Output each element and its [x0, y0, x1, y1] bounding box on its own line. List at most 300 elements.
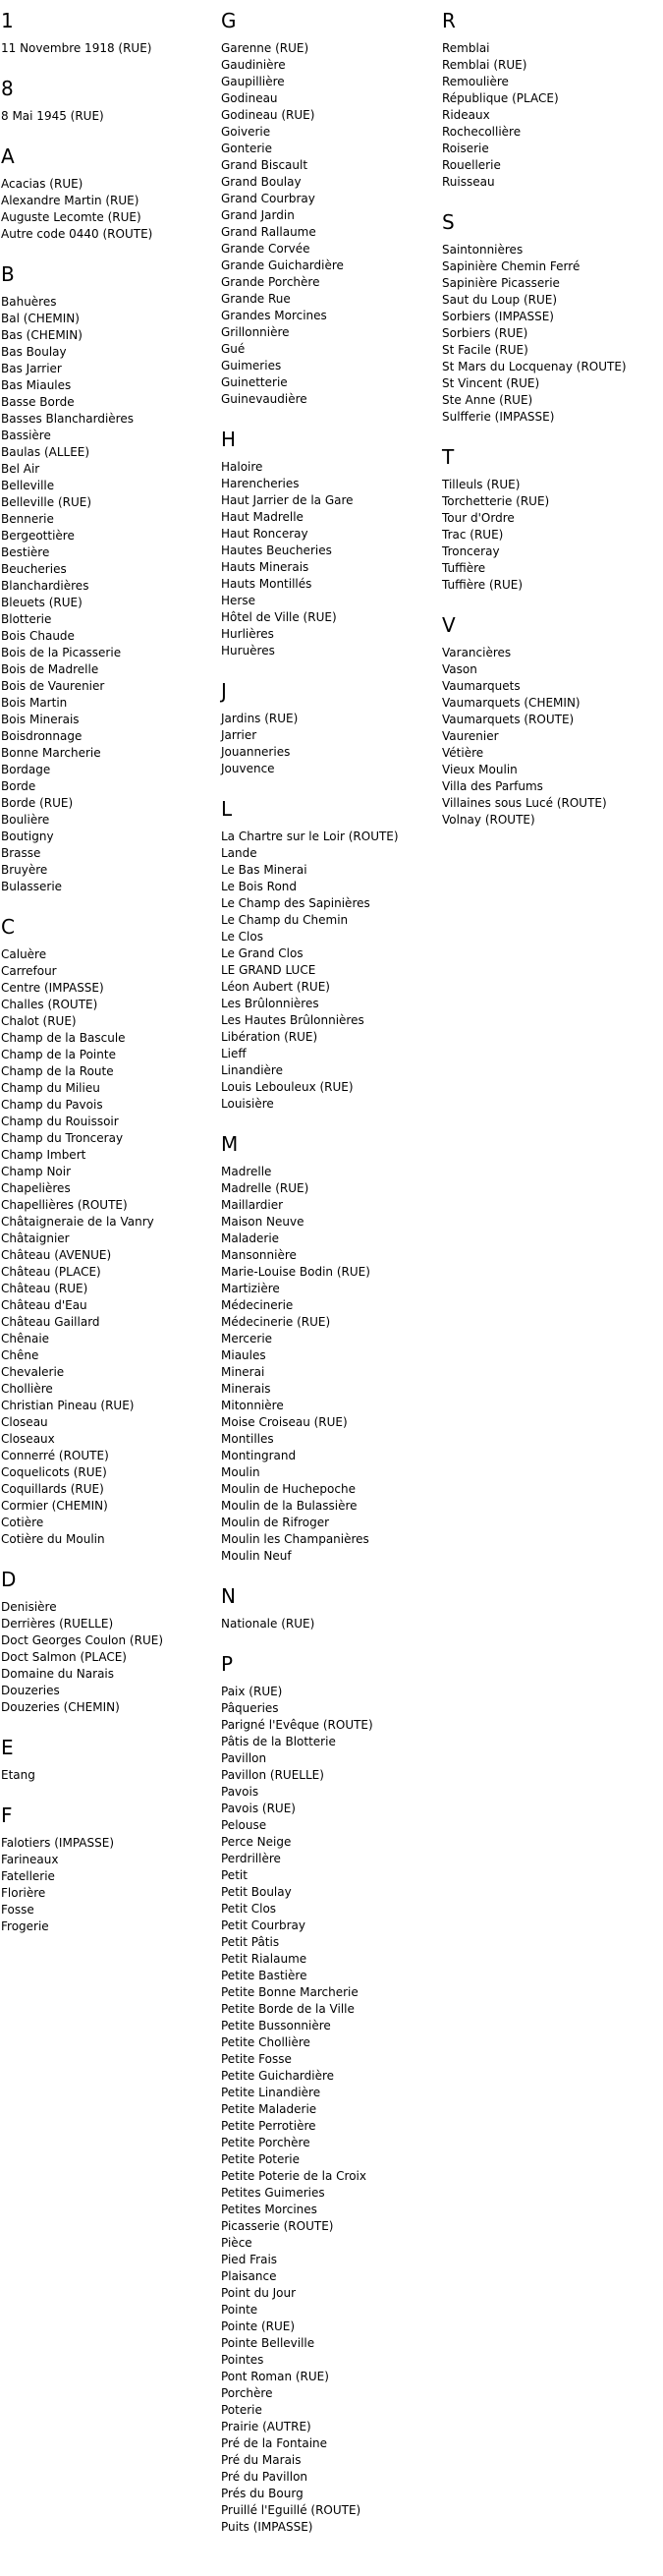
- street-name: Champ Noir: [1, 1165, 72, 1178]
- street-name: Château Gaillard: [1, 1315, 100, 1329]
- street-name: Marie-Louise Bodin (RUE): [221, 1265, 370, 1279]
- section-letter-heading: 1: [1, 9, 14, 32]
- street-name: Boutigny: [1, 830, 54, 843]
- street-name: Etang: [1, 1768, 35, 1782]
- street-name: 8 Mai 1945 (RUE): [1, 109, 104, 123]
- street-name: Hauts Minerais: [221, 560, 309, 574]
- street-name: Chapellières (ROUTE): [1, 1198, 128, 1212]
- street-name: Carrefour: [1, 964, 57, 978]
- street-name: Jouvence: [221, 762, 275, 775]
- street-name: Grandes Morcines: [221, 309, 327, 322]
- section-letter-heading: R: [442, 9, 456, 32]
- street-name: Perdrillère: [221, 1852, 281, 1865]
- street-name: Champ Imbert: [1, 1148, 86, 1162]
- street-name: Jouanneries: [221, 745, 291, 759]
- street-name: Coquelicots (RUE): [1, 1465, 107, 1479]
- street-name: Sapinière Picasserie: [442, 276, 560, 290]
- index-section: [221, 679, 437, 777]
- index-section: [1, 77, 217, 125]
- street-name: La Chartre sur le Loir (ROUTE): [221, 830, 399, 843]
- index-section: [1, 1736, 217, 1784]
- street-name: Louis Lebouleux (RUE): [221, 1080, 354, 1094]
- index-column-3: [442, 9, 663, 848]
- street-name: Bas Miaules: [1, 378, 72, 392]
- street-name: Guinevaudière: [221, 392, 307, 406]
- street-name: Vaumarquets: [442, 679, 521, 693]
- index-section: [221, 1584, 437, 1632]
- street-name: Lieff: [221, 1047, 247, 1060]
- street-name: Chêne: [1, 1348, 39, 1362]
- street-name: Pâqueries: [221, 1701, 279, 1715]
- street-name: Chênaie: [1, 1332, 50, 1345]
- street-name: Château (RUE): [1, 1282, 88, 1295]
- street-name: Champ du Rouissoir: [1, 1115, 119, 1128]
- street-name: Blanchardières: [1, 579, 89, 593]
- street-name: Petites Morcines: [221, 2203, 317, 2216]
- street-name: Petit Boulay: [221, 1885, 292, 1899]
- street-name: Roiserie: [442, 142, 489, 155]
- street-name: Champ de la Pointe: [1, 1048, 116, 1061]
- street-name: Petite Chollière: [221, 2035, 310, 2049]
- section-letter-heading: C: [1, 915, 15, 939]
- street-name: Gaudinière: [221, 58, 286, 72]
- street-name: Borde: [1, 779, 36, 793]
- street-name: Prés du Bourg: [221, 2487, 304, 2500]
- index-section: [221, 9, 437, 408]
- street-name: Saintonnières: [442, 243, 524, 257]
- street-name: Les Brûlonnières: [221, 997, 319, 1010]
- street-name: Bergeottière: [1, 529, 75, 543]
- street-name: Petit Clos: [221, 1902, 277, 1916]
- street-name: Petite Linandière: [221, 2086, 321, 2099]
- street-name: Jardins (RUE): [221, 712, 299, 725]
- street-name: Grand Boulay: [221, 175, 302, 189]
- street-name: Prairie (AUTRE): [221, 2420, 311, 2433]
- street-name: République (PLACE): [442, 91, 559, 105]
- street-name: Mercerie: [221, 1332, 273, 1345]
- street-name: Guinetterie: [221, 375, 288, 389]
- street-name: Le Bas Minerai: [221, 863, 307, 877]
- street-name: Petit Pâtis: [221, 1935, 280, 1949]
- index-section: [1, 1568, 217, 1716]
- street-name: Domaine du Narais: [1, 1667, 115, 1681]
- street-name: Frogerie: [1, 1919, 49, 1933]
- street-name: Plaisance: [221, 2269, 277, 2283]
- street-name: Villa des Parfums: [442, 779, 543, 793]
- street-name: Bennerie: [1, 512, 54, 526]
- street-name: Tronceray: [442, 544, 500, 558]
- street-name: Hautes Beucheries: [221, 544, 332, 557]
- street-name: Rochecollière: [442, 125, 522, 139]
- street-name: Boisdronnage: [1, 729, 83, 743]
- street-name: Doct Salmon (PLACE): [1, 1650, 127, 1664]
- street-name: Porchère: [221, 2386, 273, 2400]
- street-name: Pavillon (RUELLE): [221, 1768, 324, 1782]
- street-name: Harencheries: [221, 477, 300, 490]
- street-name: Gué: [221, 342, 246, 356]
- street-name: Léon Aubert (RUE): [221, 980, 330, 994]
- street-name: Bas Boulay: [1, 345, 67, 359]
- street-name: St Vincent (RUE): [442, 376, 540, 390]
- street-name: Pruillé l'Eguillé (ROUTE): [221, 2503, 361, 2517]
- street-name: Bonne Marcherie: [1, 746, 101, 760]
- street-name: Bel Air: [1, 462, 40, 476]
- street-name: Pré de la Fontaine: [221, 2436, 328, 2450]
- street-name: Chalot (RUE): [1, 1014, 77, 1028]
- street-name: Borde (RUE): [1, 796, 74, 810]
- street-name: Rideaux: [442, 108, 490, 122]
- street-name: Sapinière Chemin Ferré: [442, 259, 580, 273]
- street-name: Pointe: [221, 2303, 258, 2317]
- street-name: Moulin de Rifroger: [221, 1516, 330, 1529]
- street-name: Pré du Pavillon: [221, 2470, 308, 2484]
- street-name: Grand Jardin: [221, 208, 295, 222]
- street-name: Boulière: [1, 813, 50, 827]
- street-name: Pièce: [221, 2236, 252, 2250]
- street-name: Petite Porchère: [221, 2136, 310, 2149]
- street-name: Paix (RUE): [221, 1685, 283, 1698]
- street-name: Petite Maladerie: [221, 2102, 317, 2116]
- street-name: Farineaux: [1, 1853, 59, 1866]
- street-name: Château d'Eau: [1, 1298, 87, 1312]
- section-letter-heading: G: [221, 9, 237, 32]
- street-name: Montingrand: [221, 1449, 297, 1462]
- street-name: Perce Neige: [221, 1835, 292, 1849]
- street-name: Moulin de Huchepoche: [221, 1482, 356, 1496]
- section-letter-heading: J: [221, 679, 227, 703]
- street-name: Beucheries: [1, 562, 67, 576]
- index-section: [1, 915, 217, 1548]
- street-name: Petite Bonne Marcherie: [221, 1985, 359, 1999]
- street-name: Grande Corvée: [221, 242, 310, 256]
- street-name: Mitonnière: [221, 1399, 284, 1412]
- street-name: Sorbiers (RUE): [442, 326, 528, 340]
- street-name: Picasserie (ROUTE): [221, 2219, 334, 2233]
- street-name: Hauts Montillés: [221, 577, 312, 591]
- street-name: Bois de Vaurenier: [1, 679, 105, 693]
- street-name: Champ de la Bascule: [1, 1031, 126, 1045]
- street-name: Alexandre Martin (RUE): [1, 194, 139, 207]
- street-name: Autre code 0440 (ROUTE): [1, 227, 153, 241]
- street-name: Villaines sous Lucé (ROUTE): [442, 796, 607, 810]
- section-letter-heading: B: [1, 262, 15, 286]
- index-section: [1, 9, 217, 57]
- street-name: Grande Porchère: [221, 275, 320, 289]
- street-name: Maladerie: [221, 1231, 280, 1245]
- street-name: Varancières: [442, 646, 512, 659]
- street-name: Bal (CHEMIN): [1, 312, 80, 325]
- street-name: Champ du Tronceray: [1, 1131, 124, 1145]
- street-name: Douzeries: [1, 1684, 60, 1697]
- street-name: Miaules: [221, 1348, 266, 1362]
- section-letter-heading: M: [221, 1132, 239, 1156]
- street-name: Maillardier: [221, 1198, 284, 1212]
- street-name: Médecinerie (RUE): [221, 1315, 331, 1329]
- street-name: Minerais: [221, 1382, 271, 1396]
- street-name: Nationale (RUE): [221, 1617, 315, 1631]
- street-name: Petite Poterie: [221, 2152, 301, 2166]
- street-name: Derrières (RUELLE): [1, 1617, 114, 1631]
- index-section: [221, 797, 437, 1113]
- street-name: Chevalerie: [1, 1365, 65, 1379]
- street-name: Vétière: [442, 746, 484, 760]
- street-name: Vaumarquets (ROUTE): [442, 713, 575, 726]
- street-name: Sorbiers (IMPASSE): [442, 310, 554, 323]
- street-name: Fatellerie: [1, 1869, 55, 1883]
- street-name: Lande: [221, 846, 257, 860]
- street-name: Petite Poterie de la Croix: [221, 2169, 366, 2183]
- street-name: Pied Frais: [221, 2253, 278, 2266]
- street-name: Petite Borde de la Ville: [221, 2002, 355, 2016]
- index-section: [221, 1132, 437, 1565]
- street-name: Le Champ du Chemin: [221, 913, 349, 927]
- index-section: [1, 1803, 217, 1935]
- street-name: Basse Borde: [1, 395, 75, 409]
- index-section: [442, 9, 663, 191]
- street-name: Haut Madrelle: [221, 510, 304, 524]
- street-name: Closeaux: [1, 1432, 55, 1446]
- street-name: Douzeries (CHEMIN): [1, 1700, 120, 1714]
- street-name: Grande Rue: [221, 292, 291, 306]
- street-name: Bois de la Picasserie: [1, 646, 122, 659]
- section-letter-heading: L: [221, 797, 233, 821]
- street-name: Moulin les Champanières: [221, 1532, 369, 1546]
- street-name: Belleville: [1, 479, 55, 492]
- street-name: Challes (ROUTE): [1, 998, 98, 1011]
- street-name: Brasse: [1, 846, 41, 860]
- street-name: Centre (IMPASSE): [1, 981, 104, 995]
- street-name: Minerai: [221, 1365, 265, 1379]
- street-name: Pont Roman (RUE): [221, 2370, 329, 2383]
- street-name: Bestière: [1, 545, 50, 559]
- street-name: Hôtel de Ville (RUE): [221, 610, 337, 624]
- street-name: Moulin de la Bulassière: [221, 1499, 358, 1513]
- street-name: Poterie: [221, 2403, 262, 2417]
- street-name: Le Champ des Sapinières: [221, 896, 370, 910]
- street-name: Ste Anne (RUE): [442, 393, 533, 407]
- street-name: Cormier (CHEMIN): [1, 1499, 108, 1513]
- street-name: Vaumarquets (CHEMIN): [442, 696, 580, 710]
- index-section: [442, 210, 663, 426]
- street-name: Volnay (ROUTE): [442, 813, 535, 827]
- index-section: [221, 428, 437, 659]
- street-name: Jarrier: [221, 728, 257, 742]
- street-name: Bas (CHEMIN): [1, 328, 83, 342]
- street-name: Remblai (RUE): [442, 58, 527, 72]
- street-name: Godineau (RUE): [221, 108, 315, 122]
- street-name: Bleuets (RUE): [1, 596, 83, 609]
- street-name: Château (AVENUE): [1, 1248, 112, 1262]
- street-name: Le Grand Clos: [221, 946, 304, 960]
- street-name: Haut Jarrier de la Gare: [221, 493, 354, 507]
- street-name: Petit Rialaume: [221, 1952, 307, 1966]
- street-name: Gaupillière: [221, 75, 285, 88]
- street-name: Ruisseau: [442, 175, 495, 189]
- street-name: Moulin Neuf: [221, 1549, 292, 1563]
- street-name: Pointe (RUE): [221, 2319, 296, 2333]
- street-name: Cotière du Moulin: [1, 1532, 105, 1546]
- street-name: 11 Novembre 1918 (RUE): [1, 41, 152, 55]
- street-name: Pavillon: [221, 1751, 267, 1765]
- street-name: Basses Blanchardières: [1, 412, 134, 426]
- street-name: Saut du Loup (RUE): [442, 293, 558, 307]
- street-name: Bois de Madrelle: [1, 662, 99, 676]
- index-column-2: [221, 9, 437, 2555]
- street-name: Mansonnière: [221, 1248, 297, 1262]
- street-name: Coquillards (RUE): [1, 1482, 104, 1496]
- index-section: [1, 144, 217, 243]
- street-name: Château (PLACE): [1, 1265, 101, 1279]
- street-name: Fosse: [1, 1903, 34, 1917]
- street-name: Point du Jour: [221, 2286, 297, 2300]
- street-name: Bois Martin: [1, 696, 68, 710]
- street-name: Falotiers (IMPASSE): [1, 1836, 115, 1850]
- index-section: [442, 445, 663, 594]
- street-name: Florière: [1, 1886, 46, 1900]
- street-name: Les Hautes Brûlonnières: [221, 1013, 364, 1027]
- section-letter-heading: E: [1, 1736, 14, 1759]
- street-name: Tilleuls (RUE): [442, 478, 521, 491]
- street-name: Louisière: [221, 1097, 274, 1111]
- street-name: Petite Perrotière: [221, 2119, 316, 2133]
- street-name: Gonterie: [221, 142, 272, 155]
- street-name: Torchetterie (RUE): [442, 494, 550, 508]
- section-letter-heading: 8: [1, 77, 14, 100]
- street-name: Pâtis de la Blotterie: [221, 1735, 336, 1748]
- street-name: Pavois (RUE): [221, 1802, 296, 1815]
- street-name: Grillonnière: [221, 325, 290, 339]
- street-name: Vaurenier: [442, 729, 499, 743]
- street-name: Le Clos: [221, 930, 263, 944]
- street-name: Huruères: [221, 644, 275, 658]
- street-name: Herse: [221, 594, 255, 607]
- street-name: Champ du Milieu: [1, 1081, 100, 1095]
- street-name: St Facile (RUE): [442, 343, 528, 357]
- street-name: Grand Biscault: [221, 158, 308, 172]
- section-letter-heading: A: [1, 144, 15, 168]
- street-name: St Mars du Locquenay (ROUTE): [442, 360, 627, 373]
- street-name: Haut Ronceray: [221, 527, 308, 541]
- street-name: Bruyère: [1, 863, 48, 877]
- street-name: Tuffière (RUE): [442, 578, 524, 592]
- street-name: Châtaigneraie de la Vanry: [1, 1215, 154, 1229]
- street-name: Chollière: [1, 1382, 53, 1396]
- street-name: Denisière: [1, 1600, 57, 1614]
- street-name: Vieux Moulin: [442, 763, 518, 776]
- street-name: Doct Georges Coulon (RUE): [1, 1633, 163, 1647]
- street-name: Champ de la Route: [1, 1064, 114, 1078]
- street-name: Cotière: [1, 1516, 44, 1529]
- street-name: Godineau: [221, 91, 278, 105]
- street-name: Bois Chaude: [1, 629, 75, 643]
- street-name: Hurlières: [221, 627, 274, 641]
- street-name: Madrelle: [221, 1165, 272, 1178]
- street-name: Moulin: [221, 1465, 260, 1479]
- street-name: Rouellerie: [442, 158, 501, 172]
- street-name: Trac (RUE): [442, 528, 504, 542]
- section-letter-heading: S: [442, 210, 455, 234]
- street-name: Bas Jarrier: [1, 362, 62, 375]
- street-name: Belleville (RUE): [1, 495, 92, 509]
- street-name: Martizière: [221, 1282, 280, 1295]
- street-name: Pré du Marais: [221, 2453, 302, 2467]
- street-name: Auguste Lecomte (RUE): [1, 210, 141, 224]
- street-name: Remoulière: [442, 75, 509, 88]
- street-name: Closeau: [1, 1415, 48, 1429]
- street-name: Blotterie: [1, 612, 52, 626]
- street-name: Acacias (RUE): [1, 177, 83, 191]
- street-name: Bulasserie: [1, 880, 63, 893]
- section-letter-heading: D: [1, 1568, 17, 1591]
- section-letter-heading: N: [221, 1584, 236, 1608]
- street-name: Pointe Belleville: [221, 2336, 315, 2350]
- section-letter-heading: P: [221, 1652, 234, 1676]
- street-name: Chapelières: [1, 1181, 71, 1195]
- street-name: Connerré (ROUTE): [1, 1449, 109, 1462]
- street-name: Goiverie: [221, 125, 271, 139]
- street-name: Bahuères: [1, 295, 57, 309]
- street-name: Petit Courbray: [221, 1918, 306, 1932]
- street-name: Maison Neuve: [221, 1215, 304, 1229]
- street-name: Tour d'Ordre: [442, 511, 515, 525]
- street-name: Petit: [221, 1868, 248, 1882]
- street-name: Garenne (RUE): [221, 41, 309, 55]
- street-name: Linandière: [221, 1063, 283, 1077]
- street-name: Puits (IMPASSE): [221, 2520, 313, 2534]
- street-name: Sulfferie (IMPASSE): [442, 410, 555, 424]
- index-column-1: [1, 9, 217, 1955]
- street-name: Petite Fosse: [221, 2052, 292, 2066]
- street-name: Médecinerie: [221, 1298, 294, 1312]
- street-name: Moise Croiseau (RUE): [221, 1415, 348, 1429]
- street-name: Baulas (ALLEE): [1, 445, 90, 459]
- street-name: Libération (RUE): [221, 1030, 318, 1044]
- index-section: [1, 262, 217, 895]
- street-name: Bassière: [1, 429, 51, 442]
- street-name: Pelouse: [221, 1818, 267, 1832]
- section-letter-heading: F: [1, 1803, 13, 1827]
- street-name: Champ du Pavois: [1, 1098, 103, 1112]
- street-name: Pavois: [221, 1785, 259, 1799]
- street-name: Grande Guichardière: [221, 258, 344, 272]
- street-name: Parigné l'Evêque (ROUTE): [221, 1718, 373, 1732]
- street-name: Guimeries: [221, 359, 282, 372]
- street-name: Grand Courbray: [221, 192, 315, 205]
- street-name: Remblai: [442, 41, 490, 55]
- street-name: Tuffière: [442, 561, 486, 575]
- street-name: Montilles: [221, 1432, 274, 1446]
- street-name: Caluère: [1, 947, 47, 961]
- street-name: Petite Bastière: [221, 1969, 307, 1982]
- section-letter-heading: V: [442, 613, 456, 637]
- street-name: Bordage: [1, 763, 51, 776]
- street-name: Châtaignier: [1, 1231, 70, 1245]
- street-name: Christian Pineau (RUE): [1, 1399, 135, 1412]
- street-name: Petite Bussonnière: [221, 2019, 331, 2032]
- street-name: Vason: [442, 662, 477, 676]
- street-name: Pointes: [221, 2353, 264, 2367]
- index-section: [442, 613, 663, 829]
- index-section: [221, 1652, 437, 2536]
- street-name: Grand Rallaume: [221, 225, 316, 239]
- street-name: Petites Guimeries: [221, 2186, 325, 2200]
- street-name: LE GRAND LUCE: [221, 963, 316, 977]
- street-name: Le Bois Rond: [221, 880, 298, 893]
- street-name: Petite Guichardière: [221, 2069, 335, 2083]
- section-letter-heading: H: [221, 428, 237, 451]
- street-name: Madrelle (RUE): [221, 1181, 309, 1195]
- street-name: Bois Minerais: [1, 713, 80, 726]
